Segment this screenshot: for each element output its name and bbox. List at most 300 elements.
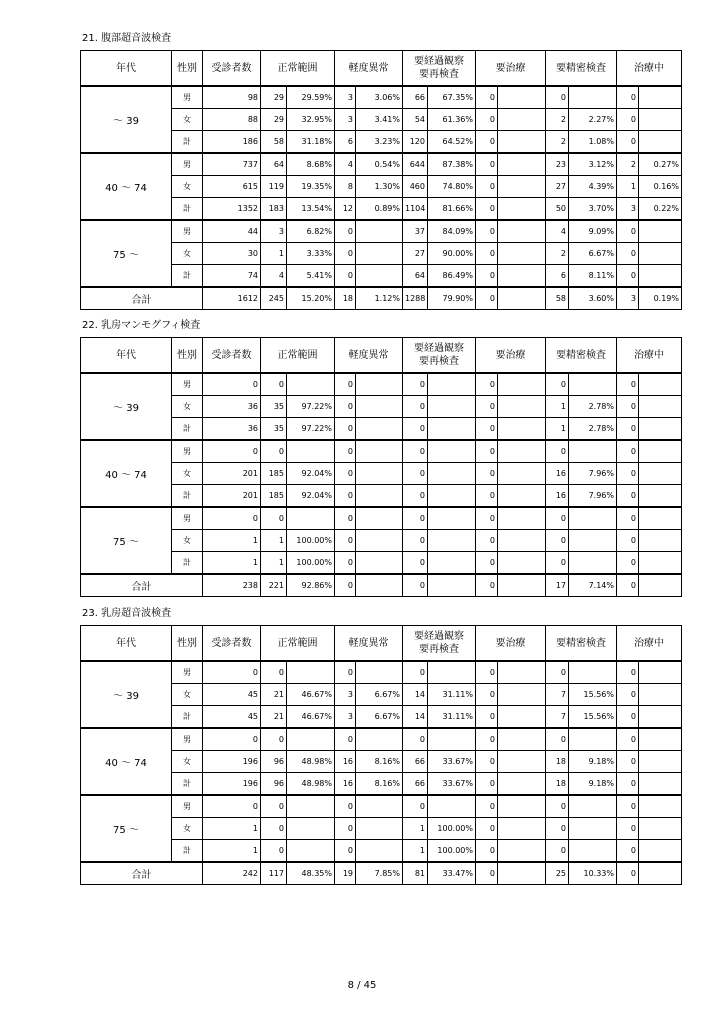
value-cell: 1 bbox=[203, 840, 261, 863]
value-cell: 0 bbox=[403, 552, 428, 575]
sex-cell: 男 bbox=[172, 728, 203, 751]
value-cell: 29 bbox=[261, 86, 287, 109]
value-cell: 0 bbox=[261, 440, 287, 463]
value-cell bbox=[569, 661, 617, 684]
value-cell: 0.22% bbox=[639, 198, 682, 221]
value-cell: 0 bbox=[476, 86, 498, 109]
value-cell: 0 bbox=[335, 418, 356, 441]
value-cell: 31.11% bbox=[428, 684, 476, 706]
value-cell bbox=[428, 574, 476, 597]
value-cell: 1 bbox=[617, 176, 639, 198]
sex-cell: 男 bbox=[172, 440, 203, 463]
value-cell: 67.35% bbox=[428, 86, 476, 109]
value-cell: 66 bbox=[403, 86, 428, 109]
value-cell: 15.20% bbox=[287, 287, 335, 310]
value-cell: 0 bbox=[617, 684, 639, 706]
value-cell: 0 bbox=[335, 818, 356, 840]
value-cell: 0 bbox=[617, 86, 639, 109]
value-cell: 15.56% bbox=[569, 684, 617, 706]
value-cell: 0 bbox=[261, 728, 287, 751]
value-cell: 58 bbox=[546, 287, 569, 310]
sex-cell: 計 bbox=[172, 485, 203, 508]
value-cell: 0 bbox=[335, 795, 356, 818]
value-cell bbox=[569, 507, 617, 530]
table-row bbox=[81, 109, 682, 131]
value-cell: 6.82% bbox=[287, 220, 335, 243]
value-cell bbox=[498, 485, 546, 508]
value-cell bbox=[498, 862, 546, 885]
value-cell bbox=[356, 418, 403, 441]
value-cell: 0 bbox=[203, 373, 261, 396]
value-cell: 242 bbox=[203, 862, 261, 885]
value-cell: 0 bbox=[617, 440, 639, 463]
value-cell: 2.78% bbox=[569, 418, 617, 441]
value-cell: 0 bbox=[203, 795, 261, 818]
value-cell: 0 bbox=[617, 840, 639, 863]
table-row bbox=[81, 684, 682, 706]
column-header: 性別 bbox=[172, 51, 203, 87]
value-cell: 0 bbox=[476, 373, 498, 396]
value-cell: 0 bbox=[476, 751, 498, 773]
value-cell: 0 bbox=[617, 795, 639, 818]
value-cell: 17 bbox=[546, 574, 569, 597]
value-cell: 3 bbox=[335, 109, 356, 131]
total-row bbox=[81, 287, 682, 310]
value-cell bbox=[428, 485, 476, 508]
column-header: 受診者数 bbox=[203, 51, 261, 87]
value-cell: 0 bbox=[617, 661, 639, 684]
value-cell: 66 bbox=[403, 751, 428, 773]
value-cell bbox=[639, 220, 682, 243]
sex-cell: 女 bbox=[172, 684, 203, 706]
value-cell: 0 bbox=[335, 396, 356, 418]
column-header: 軽度異常 bbox=[335, 626, 403, 662]
sex-cell: 男 bbox=[172, 220, 203, 243]
value-cell bbox=[498, 109, 546, 131]
value-cell bbox=[356, 728, 403, 751]
value-cell: 0 bbox=[476, 109, 498, 131]
value-cell bbox=[428, 373, 476, 396]
value-cell: 6 bbox=[546, 265, 569, 288]
value-cell: 0 bbox=[476, 706, 498, 729]
value-cell: 100.00% bbox=[287, 530, 335, 552]
value-cell: 0 bbox=[617, 109, 639, 131]
value-cell: 25 bbox=[546, 862, 569, 885]
value-cell: 1.30% bbox=[356, 176, 403, 198]
value-cell: 0 bbox=[546, 373, 569, 396]
value-cell: 0 bbox=[476, 131, 498, 154]
value-cell: 0 bbox=[335, 485, 356, 508]
value-cell: 44 bbox=[203, 220, 261, 243]
value-cell: 0 bbox=[476, 552, 498, 575]
value-cell bbox=[639, 440, 682, 463]
value-cell: 16 bbox=[335, 751, 356, 773]
value-cell: 0 bbox=[335, 840, 356, 863]
value-cell: 92.04% bbox=[287, 463, 335, 485]
table-row bbox=[81, 418, 682, 441]
column-header: 正常範囲 bbox=[261, 626, 335, 662]
value-cell: 238 bbox=[203, 574, 261, 597]
value-cell bbox=[639, 265, 682, 288]
value-cell: 32.95% bbox=[287, 109, 335, 131]
value-cell: 1352 bbox=[203, 198, 261, 221]
value-cell: 18 bbox=[546, 773, 569, 796]
value-cell: 196 bbox=[203, 751, 261, 773]
value-cell: 1.08% bbox=[569, 131, 617, 154]
column-header: 要治療 bbox=[476, 51, 546, 87]
value-cell: 9.18% bbox=[569, 773, 617, 796]
value-cell: 1 bbox=[403, 818, 428, 840]
value-cell: 1 bbox=[546, 396, 569, 418]
value-cell: 3.60% bbox=[569, 287, 617, 310]
value-cell bbox=[498, 198, 546, 221]
value-cell bbox=[428, 728, 476, 751]
value-cell bbox=[498, 153, 546, 176]
column-header: 正常範囲 bbox=[261, 338, 335, 374]
value-cell: 0 bbox=[476, 243, 498, 265]
value-cell: 0 bbox=[617, 818, 639, 840]
value-cell bbox=[498, 751, 546, 773]
value-cell bbox=[428, 418, 476, 441]
value-cell: 66 bbox=[403, 773, 428, 796]
value-cell: 8.16% bbox=[356, 773, 403, 796]
value-cell: 0 bbox=[476, 661, 498, 684]
table-row bbox=[81, 728, 682, 751]
value-cell bbox=[569, 795, 617, 818]
value-cell: 0 bbox=[335, 243, 356, 265]
value-cell bbox=[498, 418, 546, 441]
age-group-label: 40 ～ 74 bbox=[81, 728, 172, 795]
value-cell: 0 bbox=[476, 574, 498, 597]
sex-cell: 計 bbox=[172, 265, 203, 288]
value-cell: 0 bbox=[617, 706, 639, 729]
value-cell: 1 bbox=[261, 530, 287, 552]
value-cell: 4 bbox=[261, 265, 287, 288]
value-cell: 0 bbox=[261, 661, 287, 684]
value-cell: 46.67% bbox=[287, 706, 335, 729]
column-header: 年代 bbox=[81, 51, 172, 87]
value-cell: 0 bbox=[403, 396, 428, 418]
age-group-label: ～ 39 bbox=[81, 86, 172, 153]
column-header: 治療中 bbox=[617, 51, 682, 87]
value-cell: 81 bbox=[403, 862, 428, 885]
value-cell: 0 bbox=[476, 818, 498, 840]
column-header: 年代 bbox=[81, 338, 172, 374]
value-cell: 33.47% bbox=[428, 862, 476, 885]
value-cell bbox=[498, 463, 546, 485]
value-cell: 13.54% bbox=[287, 198, 335, 221]
value-cell: 88 bbox=[203, 109, 261, 131]
value-cell: 3.70% bbox=[569, 198, 617, 221]
value-cell: 0 bbox=[546, 552, 569, 575]
value-cell: 0 bbox=[203, 507, 261, 530]
value-cell: 0 bbox=[403, 463, 428, 485]
value-cell bbox=[569, 728, 617, 751]
value-cell: 0 bbox=[261, 840, 287, 863]
column-header: 正常範囲 bbox=[261, 51, 335, 87]
sex-cell: 男 bbox=[172, 795, 203, 818]
value-cell: 96 bbox=[261, 773, 287, 796]
value-cell: 0 bbox=[617, 530, 639, 552]
value-cell: 98 bbox=[203, 86, 261, 109]
table-row bbox=[81, 440, 682, 463]
value-cell: 0 bbox=[335, 463, 356, 485]
sex-cell: 男 bbox=[172, 507, 203, 530]
column-header: 要精密検査 bbox=[546, 51, 617, 87]
value-cell: 36 bbox=[203, 418, 261, 441]
value-cell: 21 bbox=[261, 684, 287, 706]
value-cell bbox=[639, 109, 682, 131]
value-cell: 0.89% bbox=[356, 198, 403, 221]
column-header: 要治療 bbox=[476, 338, 546, 374]
age-group-label: ～ 39 bbox=[81, 373, 172, 440]
value-cell bbox=[498, 220, 546, 243]
value-cell: 19.35% bbox=[287, 176, 335, 198]
value-cell: 0 bbox=[335, 574, 356, 597]
value-cell: 64.52% bbox=[428, 131, 476, 154]
value-cell bbox=[356, 507, 403, 530]
value-cell bbox=[498, 373, 546, 396]
value-cell: 0 bbox=[335, 507, 356, 530]
value-cell: 8 bbox=[335, 176, 356, 198]
value-cell bbox=[356, 795, 403, 818]
value-cell: 0 bbox=[617, 243, 639, 265]
value-cell: 0 bbox=[476, 463, 498, 485]
value-cell: 0 bbox=[476, 862, 498, 885]
value-cell: 7.96% bbox=[569, 463, 617, 485]
value-cell: 23 bbox=[546, 153, 569, 176]
value-cell: 1612 bbox=[203, 287, 261, 310]
value-cell: 5.41% bbox=[287, 265, 335, 288]
column-header: 軽度異常 bbox=[335, 338, 403, 374]
value-cell: 0 bbox=[476, 287, 498, 310]
value-cell: 2 bbox=[546, 109, 569, 131]
value-cell bbox=[287, 795, 335, 818]
value-cell: 9.18% bbox=[569, 751, 617, 773]
value-cell: 0 bbox=[476, 198, 498, 221]
sex-cell: 女 bbox=[172, 396, 203, 418]
table-row bbox=[81, 751, 682, 773]
header-row bbox=[81, 51, 682, 87]
value-cell: 0 bbox=[617, 396, 639, 418]
value-cell bbox=[498, 728, 546, 751]
value-cell: 0 bbox=[476, 153, 498, 176]
total-row bbox=[81, 574, 682, 597]
value-cell: 0 bbox=[546, 840, 569, 863]
value-cell bbox=[639, 728, 682, 751]
value-cell: 8.11% bbox=[569, 265, 617, 288]
value-cell bbox=[639, 243, 682, 265]
value-cell: 36 bbox=[203, 396, 261, 418]
value-cell: 2 bbox=[546, 243, 569, 265]
value-cell: 6.67% bbox=[356, 706, 403, 729]
value-cell: 644 bbox=[403, 153, 428, 176]
value-cell: 18 bbox=[335, 287, 356, 310]
value-cell: 0 bbox=[335, 661, 356, 684]
value-cell bbox=[569, 440, 617, 463]
value-cell: 7 bbox=[546, 684, 569, 706]
value-cell bbox=[498, 818, 546, 840]
value-cell bbox=[569, 840, 617, 863]
value-cell: 0 bbox=[617, 552, 639, 575]
value-cell: 4.39% bbox=[569, 176, 617, 198]
value-cell bbox=[428, 396, 476, 418]
value-cell bbox=[356, 396, 403, 418]
value-cell bbox=[498, 552, 546, 575]
column-header: 要精密検査 bbox=[546, 626, 617, 662]
value-cell bbox=[356, 661, 403, 684]
header-row bbox=[81, 338, 682, 374]
value-cell: 221 bbox=[261, 574, 287, 597]
value-cell: 0 bbox=[335, 220, 356, 243]
value-cell: 3 bbox=[335, 86, 356, 109]
value-cell bbox=[639, 396, 682, 418]
sex-cell: 計 bbox=[172, 198, 203, 221]
sex-cell: 女 bbox=[172, 176, 203, 198]
table-row bbox=[81, 818, 682, 840]
column-header: 受診者数 bbox=[203, 338, 261, 374]
value-cell bbox=[356, 243, 403, 265]
table-row bbox=[81, 86, 682, 109]
value-cell: 92.04% bbox=[287, 485, 335, 508]
value-cell: 37 bbox=[403, 220, 428, 243]
value-cell: 0 bbox=[476, 530, 498, 552]
value-cell bbox=[287, 818, 335, 840]
value-cell: 7.14% bbox=[569, 574, 617, 597]
total-label: 合計 bbox=[81, 574, 203, 597]
value-cell bbox=[498, 396, 546, 418]
value-cell: 48.98% bbox=[287, 751, 335, 773]
results-table bbox=[80, 337, 682, 597]
value-cell: 0 bbox=[403, 574, 428, 597]
sex-cell: 計 bbox=[172, 131, 203, 154]
value-cell: 196 bbox=[203, 773, 261, 796]
value-cell: 0 bbox=[546, 507, 569, 530]
value-cell bbox=[356, 220, 403, 243]
value-cell: 9.09% bbox=[569, 220, 617, 243]
value-cell: 1104 bbox=[403, 198, 428, 221]
table-row bbox=[81, 373, 682, 396]
sex-cell: 女 bbox=[172, 530, 203, 552]
value-cell: 0 bbox=[403, 485, 428, 508]
age-group-label: 75 ～ bbox=[81, 507, 172, 574]
value-cell: 0 bbox=[261, 818, 287, 840]
value-cell: 117 bbox=[261, 862, 287, 885]
value-cell: 183 bbox=[261, 198, 287, 221]
sex-cell: 男 bbox=[172, 661, 203, 684]
age-group-label: ～ 39 bbox=[81, 661, 172, 728]
value-cell: 0 bbox=[476, 418, 498, 441]
value-cell: 3.23% bbox=[356, 131, 403, 154]
value-cell: 2 bbox=[617, 153, 639, 176]
age-group-label: 75 ～ bbox=[81, 795, 172, 862]
value-cell: 1 bbox=[261, 552, 287, 575]
age-group-label: 75 ～ bbox=[81, 220, 172, 287]
value-cell bbox=[287, 373, 335, 396]
column-header: 要経過観察 要再検査 bbox=[403, 338, 476, 374]
value-cell bbox=[498, 176, 546, 198]
value-cell bbox=[639, 552, 682, 575]
value-cell: 16 bbox=[335, 773, 356, 796]
value-cell bbox=[356, 530, 403, 552]
table-row bbox=[81, 552, 682, 575]
value-cell: 87.38% bbox=[428, 153, 476, 176]
sex-cell: 男 bbox=[172, 86, 203, 109]
value-cell: 0 bbox=[476, 176, 498, 198]
value-cell: 31.18% bbox=[287, 131, 335, 154]
value-cell: 0 bbox=[335, 728, 356, 751]
section-title: 22. 乳房マンモグフィ検査 bbox=[82, 320, 201, 331]
table-row bbox=[81, 198, 682, 221]
value-cell: 0 bbox=[617, 728, 639, 751]
column-header: 要治療 bbox=[476, 626, 546, 662]
value-cell: 0 bbox=[335, 440, 356, 463]
value-cell: 6 bbox=[335, 131, 356, 154]
value-cell bbox=[498, 661, 546, 684]
sex-cell: 女 bbox=[172, 243, 203, 265]
column-header: 性別 bbox=[172, 338, 203, 374]
section-title: 23. 乳房超音波検査 bbox=[82, 608, 172, 619]
value-cell: 0 bbox=[617, 220, 639, 243]
value-cell bbox=[356, 574, 403, 597]
value-cell: 0 bbox=[476, 795, 498, 818]
value-cell: 0 bbox=[476, 220, 498, 243]
value-cell: 100.00% bbox=[287, 552, 335, 575]
value-cell: 7 bbox=[546, 706, 569, 729]
results-table bbox=[80, 625, 682, 885]
value-cell: 30 bbox=[203, 243, 261, 265]
value-cell bbox=[498, 795, 546, 818]
value-cell bbox=[356, 485, 403, 508]
value-cell bbox=[639, 507, 682, 530]
value-cell bbox=[639, 706, 682, 729]
value-cell bbox=[569, 86, 617, 109]
value-cell: 3.06% bbox=[356, 86, 403, 109]
value-cell: 0 bbox=[617, 574, 639, 597]
value-cell: 0 bbox=[617, 131, 639, 154]
value-cell: 2.78% bbox=[569, 396, 617, 418]
value-cell bbox=[356, 840, 403, 863]
value-cell: 7.96% bbox=[569, 485, 617, 508]
value-cell: 460 bbox=[403, 176, 428, 198]
value-cell bbox=[287, 661, 335, 684]
value-cell bbox=[498, 706, 546, 729]
value-cell bbox=[428, 530, 476, 552]
column-header: 年代 bbox=[81, 626, 172, 662]
value-cell: 1 bbox=[203, 552, 261, 575]
value-cell: 1 bbox=[203, 530, 261, 552]
column-header: 要経過観察 要再検査 bbox=[403, 51, 476, 87]
value-cell bbox=[639, 86, 682, 109]
value-cell: 201 bbox=[203, 485, 261, 508]
value-cell: 0.27% bbox=[639, 153, 682, 176]
value-cell bbox=[639, 684, 682, 706]
value-cell: 86.49% bbox=[428, 265, 476, 288]
value-cell bbox=[639, 818, 682, 840]
table-row bbox=[81, 485, 682, 508]
value-cell: 81.66% bbox=[428, 198, 476, 221]
value-cell: 48.35% bbox=[287, 862, 335, 885]
value-cell: 1 bbox=[203, 818, 261, 840]
value-cell: 3.41% bbox=[356, 109, 403, 131]
value-cell bbox=[287, 840, 335, 863]
value-cell: 0 bbox=[617, 265, 639, 288]
value-cell: 27 bbox=[546, 176, 569, 198]
value-cell bbox=[498, 684, 546, 706]
value-cell: 0 bbox=[261, 795, 287, 818]
value-cell: 119 bbox=[261, 176, 287, 198]
sex-cell: 男 bbox=[172, 373, 203, 396]
